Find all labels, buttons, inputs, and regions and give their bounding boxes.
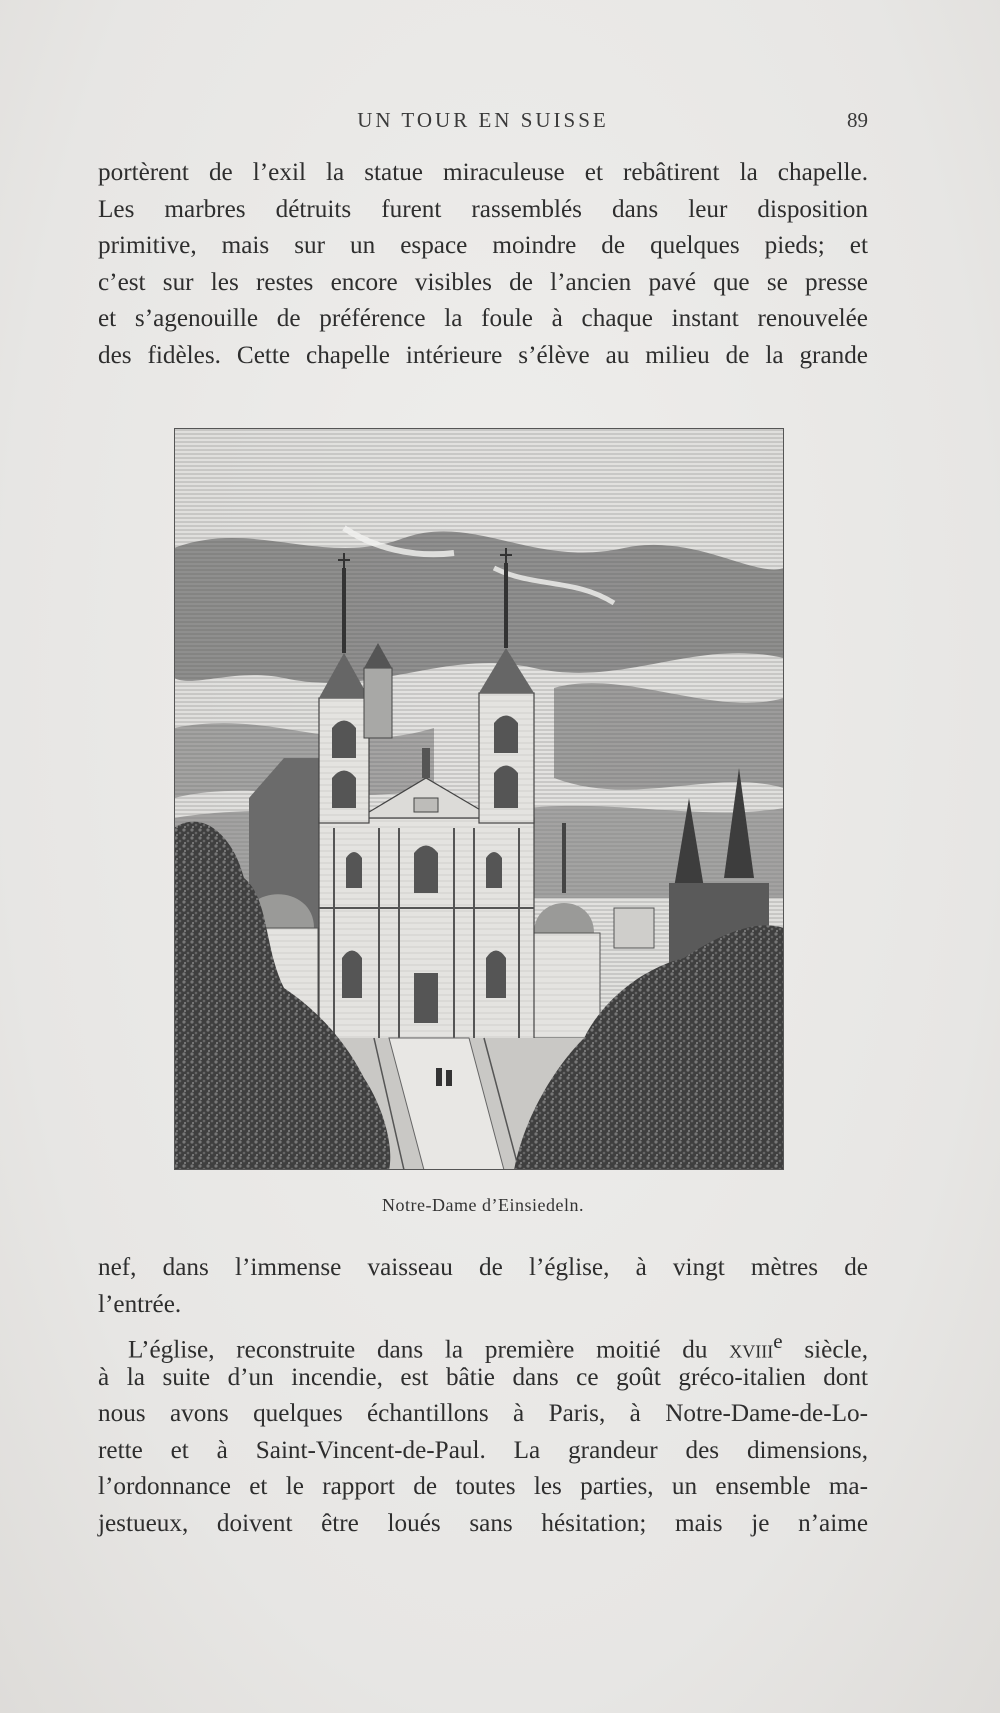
text-line: primitive, mais sur un espace moindre de quelques pieds; et <box>98 232 868 259</box>
text-segment: L’église, reconstruite dans la première moitié du <box>128 1336 730 1364</box>
text-segment: siècle, <box>782 1336 868 1364</box>
text-line: à la suite d’un incendie, est bâtie dans ce goût gréco-italien dont <box>98 1363 868 1391</box>
text-line: Les marbres détruits furent rassemblés dans leur disposition <box>98 195 868 223</box>
running-title: UN TOUR EN SUISSE <box>357 108 609 132</box>
top-paragraph <box>98 155 868 374</box>
text-line: et s’agenouille de préférence la foule à chaque instant renouvelée <box>98 305 868 332</box>
text-line: nous avons quelques échantillons à Paris, à Notre-Dame-de-Lo- <box>98 1400 868 1427</box>
text-line: c’est sur les restes encore visibles de l’ancien pavé que se presse <box>98 268 868 296</box>
text-line: portèrent de l’exil la statue miraculeuse et rebâtirent la chapelle. <box>98 159 868 186</box>
page-header <box>98 108 868 138</box>
text-line: des fidèles. Cette chapelle intérieure s’élève au milieu de la grande <box>98 341 868 369</box>
century-numeral: xviii <box>729 1336 774 1364</box>
figure-caption: Notre-Dame d’Einsiedeln. <box>382 1195 584 1215</box>
text-line: l’entrée. <box>98 1290 182 1318</box>
text-line: l’ordonnance et le rapport de toutes les parties, un ensemble ma- <box>98 1473 868 1500</box>
bottom-paragraph <box>98 1250 868 1542</box>
text-line: nef, dans l’immense vaisseau de l’église, à vingt mètres de <box>98 1254 868 1281</box>
text-line <box>98 1323 868 1364</box>
engraving-illustration <box>174 428 784 1170</box>
page-number: 89 <box>847 108 868 132</box>
text-line: rette et à Saint-Vincent-de-Paul. La grandeur des dimensions, <box>98 1436 868 1464</box>
cathedral-engraving <box>174 428 784 1170</box>
text-line: jestueux, doivent être loués sans hésitation; mais je n’aime <box>98 1509 868 1537</box>
century-suffix: e <box>773 1329 783 1353</box>
